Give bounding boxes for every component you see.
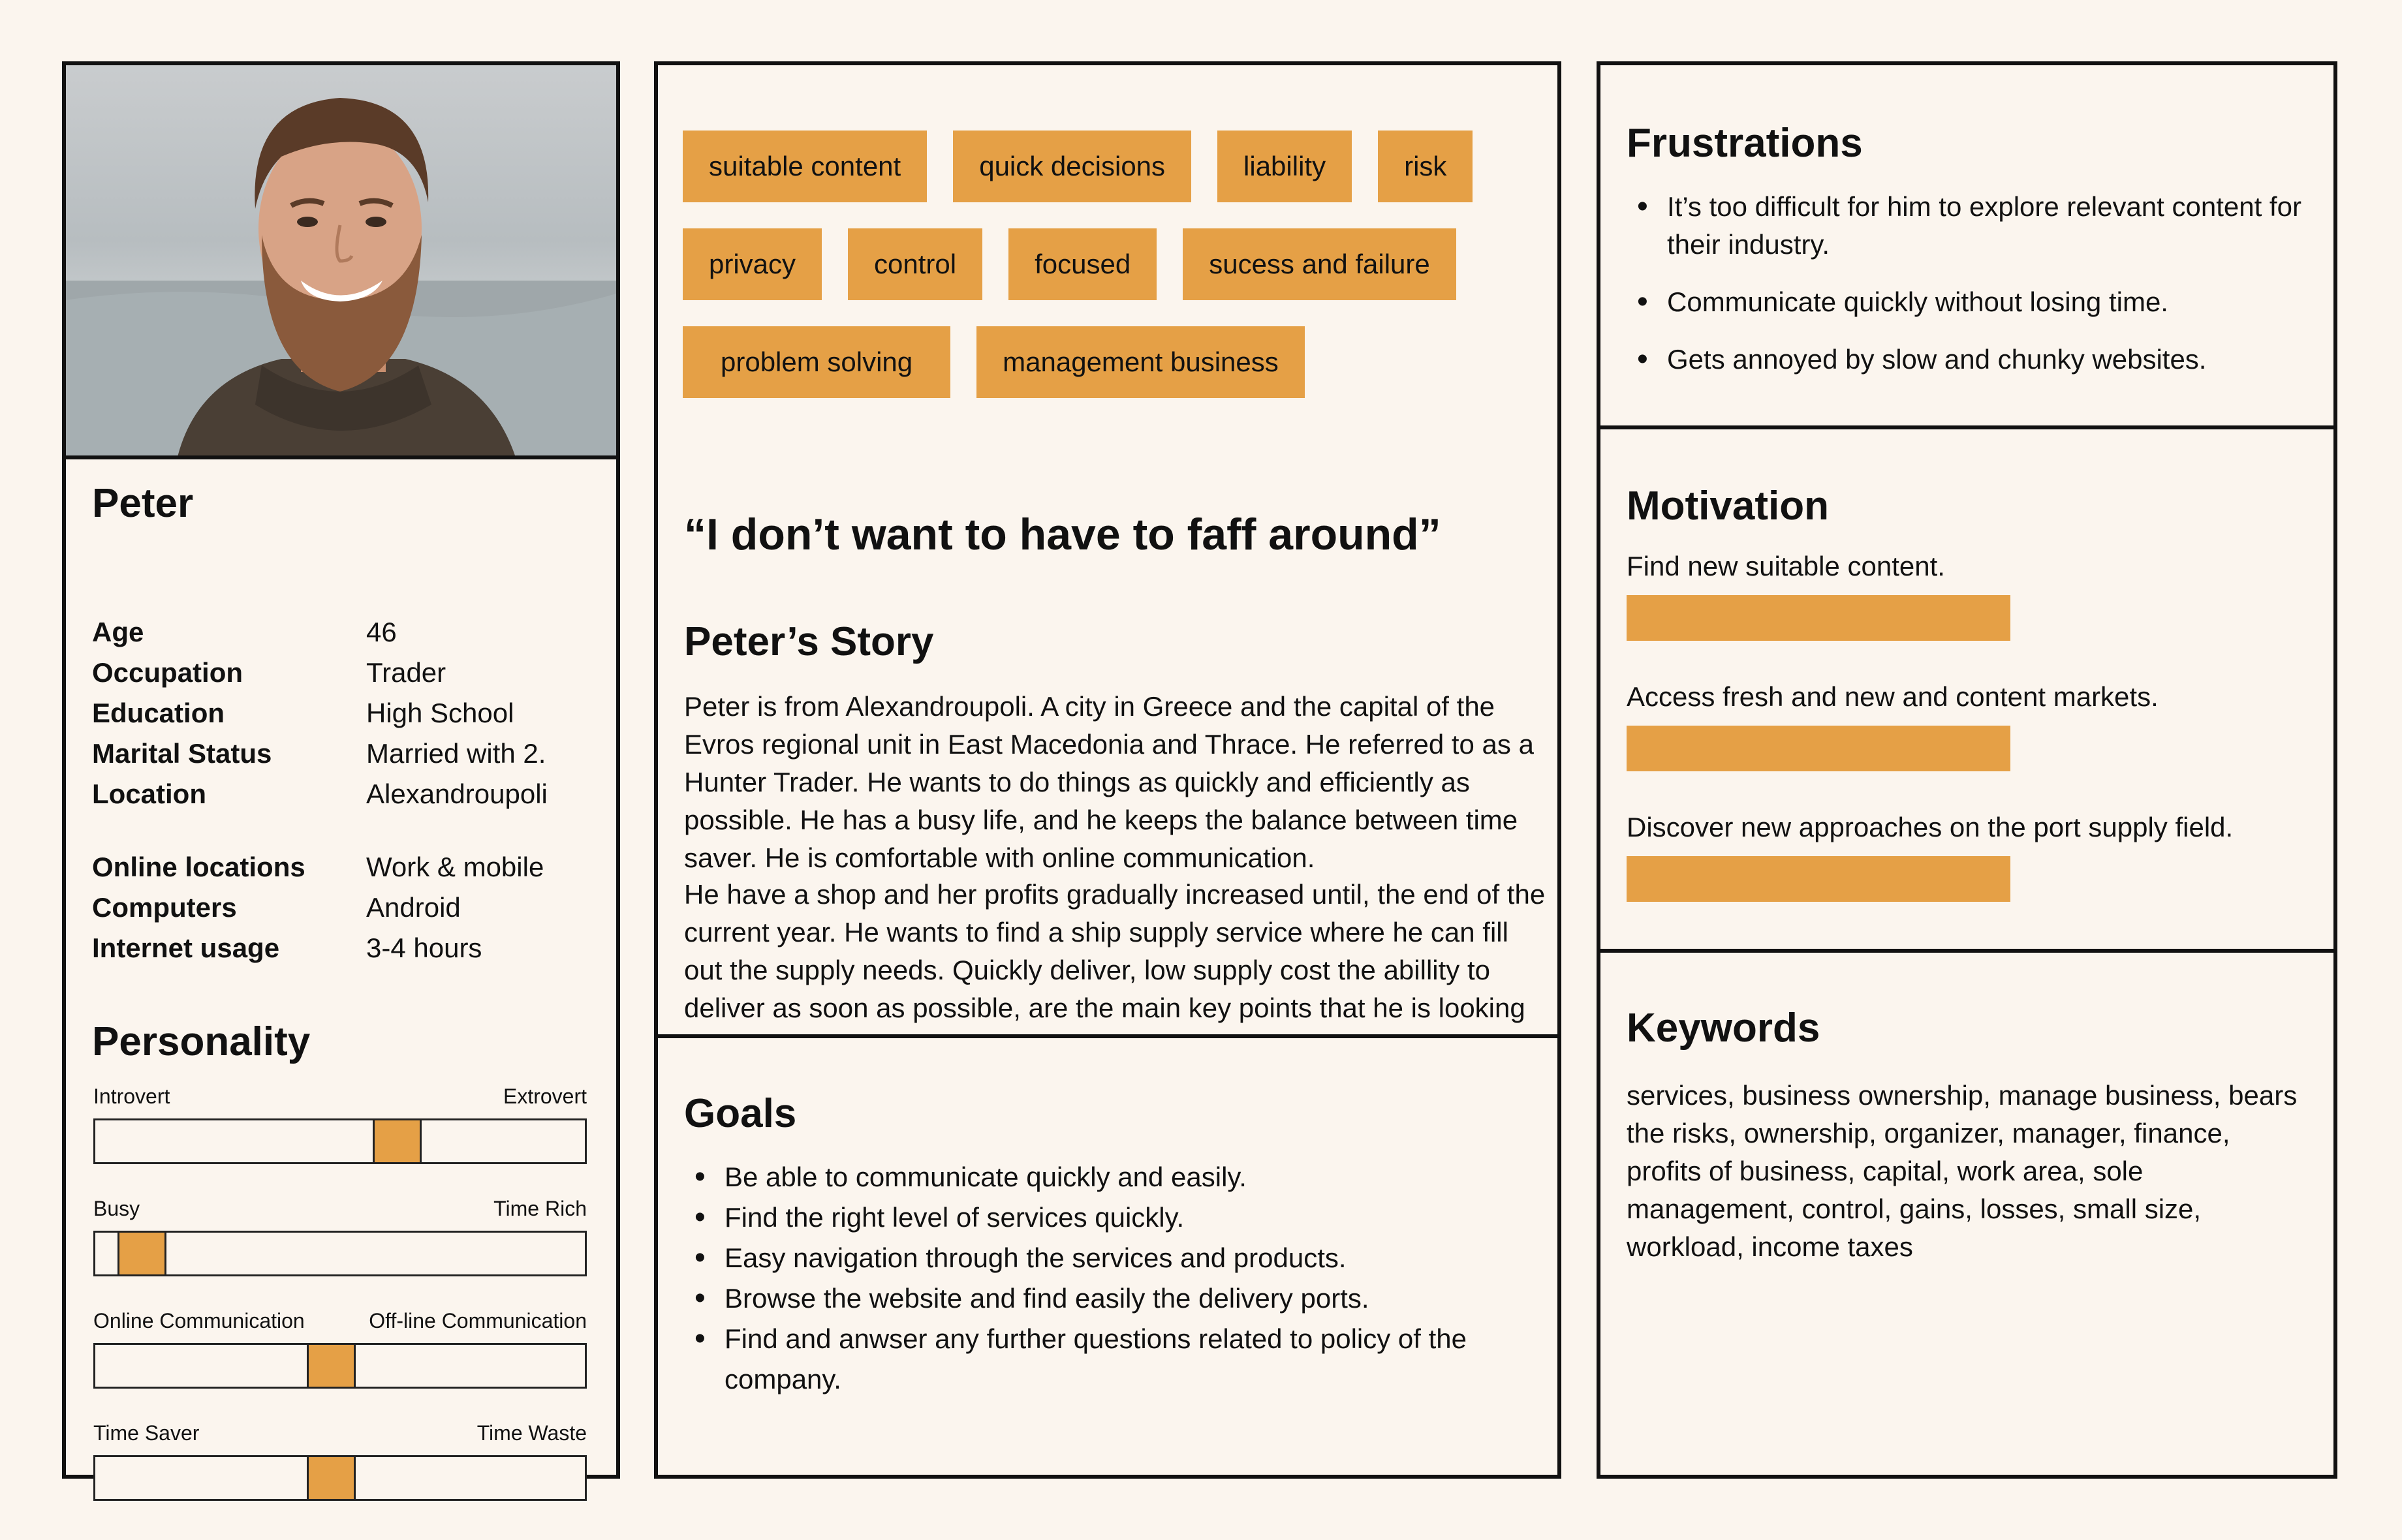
motivation-panel bbox=[1597, 425, 2337, 953]
info-value: High School bbox=[366, 698, 514, 728]
motivation-title: Motivation bbox=[1627, 484, 1829, 529]
profile-photo bbox=[66, 65, 616, 459]
tag-row bbox=[683, 228, 1531, 300]
profile-card bbox=[62, 61, 620, 1479]
slider-track bbox=[93, 1343, 587, 1389]
frustrations-panel bbox=[1597, 61, 2337, 429]
info-label: Education bbox=[92, 698, 225, 728]
motivation-bar bbox=[1627, 856, 2010, 902]
tag: risk bbox=[1378, 131, 1473, 202]
tag: management business bbox=[976, 326, 1305, 398]
tag-row bbox=[683, 131, 1531, 202]
info-value: 3-4 hours bbox=[366, 932, 482, 963]
personality-slider bbox=[93, 1309, 587, 1389]
story-panel bbox=[654, 61, 1561, 1038]
person-illustration bbox=[66, 65, 616, 459]
frustrations-list bbox=[1627, 188, 2305, 378]
personality-slider bbox=[93, 1197, 587, 1276]
slider-right-label: Time Rich bbox=[493, 1197, 587, 1220]
tech-usage-table bbox=[92, 847, 601, 968]
frustration-item: • Communicate quickly without losing time. bbox=[1627, 283, 2305, 321]
info-row bbox=[92, 774, 601, 814]
keywords-text: services, business ownership, manage business, bears the risks, ownership, organizer, manager, finance, profits of business, capital, work area, sole management, control, gains, losses, small size, workload, income taxes bbox=[1627, 1080, 2298, 1262]
goal-item: • Be able to communicate quickly and easily. bbox=[684, 1157, 1520, 1197]
motivation-bar bbox=[1627, 595, 2010, 641]
tag: privacy bbox=[683, 228, 822, 300]
slider-right-label: Time Waste bbox=[476, 1421, 587, 1445]
info-label: Location bbox=[92, 778, 206, 809]
info-row bbox=[92, 653, 601, 693]
demographics-table bbox=[92, 612, 601, 814]
tag: control bbox=[848, 228, 982, 300]
goal-item: • Find and anwser any further questions related to policy of the company. bbox=[684, 1319, 1520, 1400]
tag-row bbox=[683, 326, 1531, 398]
info-value: 46 bbox=[366, 617, 397, 647]
slider-thumb bbox=[373, 1120, 422, 1162]
persona-name: Peter bbox=[92, 481, 194, 526]
frustration-item: • Gets annoyed by slow and chunky websites. bbox=[1627, 341, 2305, 378]
personality-slider bbox=[93, 1085, 587, 1164]
slider-right-label: Extrovert bbox=[503, 1085, 587, 1108]
slider-left-label: Time Saver bbox=[93, 1421, 200, 1445]
slider-track bbox=[93, 1231, 587, 1276]
slider-left-label: Busy bbox=[93, 1197, 140, 1220]
goals-panel bbox=[654, 1034, 1561, 1479]
info-value: Work & mobile bbox=[366, 852, 544, 882]
info-label: Computers bbox=[92, 892, 237, 923]
story-title: Peter’s Story bbox=[684, 619, 934, 664]
persona-quote: “I don’t want to have to faff around” bbox=[684, 510, 1441, 559]
motivation-label: Discover new approaches on the port supply field. bbox=[1627, 812, 2234, 842]
motivation-label: Access fresh and new and content markets. bbox=[1627, 681, 2159, 712]
story-paragraph: He have a shop and her profits gradually increased until, the end of the current year. He wants to find a ship supply service where he can fill out the supply needs. Quickly deliver, low supply cost the abillity to deliver as soon as possible, are the main key points that he is looking bbox=[684, 879, 1546, 1023]
info-label: Internet usage bbox=[92, 932, 280, 963]
tag: liability bbox=[1217, 131, 1352, 202]
info-label: Occupation bbox=[92, 657, 243, 688]
slider-thumb bbox=[117, 1233, 166, 1274]
slider-track bbox=[93, 1118, 587, 1164]
keywords-panel bbox=[1597, 949, 2337, 1479]
info-value: Trader bbox=[366, 657, 446, 688]
tag: suitable content bbox=[683, 131, 927, 202]
motivation-bar bbox=[1627, 726, 2010, 771]
info-row bbox=[92, 693, 601, 733]
info-row bbox=[92, 887, 601, 928]
slider-thumb bbox=[307, 1457, 356, 1499]
frustrations-title: Frustrations bbox=[1627, 121, 1863, 166]
slider-thumb bbox=[307, 1345, 356, 1387]
info-row bbox=[92, 612, 601, 653]
slider-left-label: Online Communication bbox=[93, 1309, 305, 1332]
info-value: Alexandroupoli bbox=[366, 778, 548, 809]
info-label: Age bbox=[92, 617, 144, 647]
motivation-label: Find new suitable content. bbox=[1627, 551, 1945, 581]
goal-item: • Find the right level of services quickly. bbox=[684, 1197, 1520, 1238]
keywords-title: Keywords bbox=[1627, 1006, 1820, 1051]
tag: focused bbox=[1008, 228, 1157, 300]
tag-cloud bbox=[683, 131, 1531, 424]
info-row bbox=[92, 847, 601, 887]
personality-title: Personality bbox=[92, 1019, 311, 1064]
info-row bbox=[92, 733, 601, 774]
info-row bbox=[92, 928, 601, 968]
slider-right-label: Off-line Communication bbox=[369, 1309, 587, 1332]
goal-item: • Easy navigation through the services and products. bbox=[684, 1238, 1520, 1278]
slider-left-label: Introvert bbox=[93, 1085, 170, 1108]
info-value: Android bbox=[366, 892, 461, 923]
tag: sucess and failure bbox=[1183, 228, 1456, 300]
info-label: Marital Status bbox=[92, 738, 272, 769]
goals-title: Goals bbox=[684, 1091, 797, 1136]
goal-item: • Browse the website and find easily the delivery ports. bbox=[684, 1278, 1520, 1319]
info-value: Married with 2. bbox=[366, 738, 546, 769]
goals-list bbox=[684, 1157, 1520, 1400]
story-paragraph: Peter is from Alexandroupoli. A city in Greece and the capital of the Evros regional unit in East Macedonia and Thrace. He referred to as a Hunter Trader. He wants to do things as quickly and efficiently as possible. He has a busy life, and he keeps the balance between time saver. He is comfortable with online communication. bbox=[684, 691, 1534, 873]
tag: quick decisions bbox=[953, 131, 1191, 202]
tag: problem solving bbox=[683, 326, 950, 398]
slider-track bbox=[93, 1455, 587, 1501]
frustration-item: • It’s too difficult for him to explore relevant content for their industry. bbox=[1627, 188, 2305, 264]
info-label: Online locations bbox=[92, 852, 305, 882]
personality-slider bbox=[93, 1421, 587, 1501]
